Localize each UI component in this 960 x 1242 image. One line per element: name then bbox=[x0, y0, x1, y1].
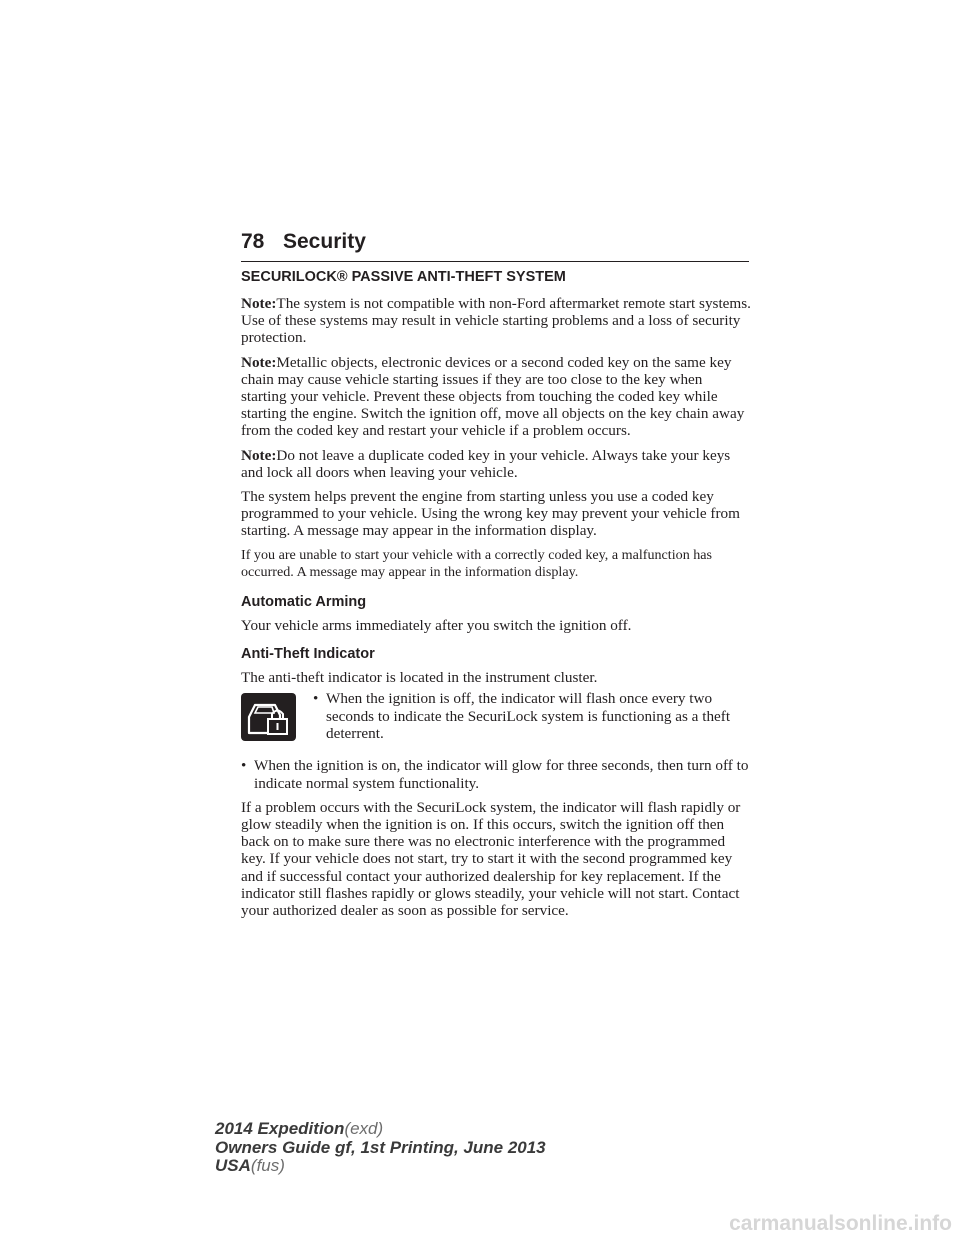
note-text: Do not leave a duplicate coded key in your vehicle. Always take your keys and lock all doors when leaving your vehicle. bbox=[241, 446, 731, 481]
note-label: Note: bbox=[241, 295, 277, 312]
page-number: 78 bbox=[241, 230, 265, 253]
indicator-row bbox=[241, 690, 751, 750]
main-heading: SECURILOCK® PASSIVE ANTI-THEFT SYSTEM bbox=[241, 269, 566, 285]
footer-market-code: (fus) bbox=[250, 1156, 285, 1175]
page-header bbox=[241, 229, 749, 262]
body-paragraph-1: The system helps prevent the engine from starting unless you use a coded key programmed to your vehicle. Using the wrong key may prevent your vehicle from starting. A message may appear in the information display. bbox=[241, 488, 740, 540]
note-paragraph-3 bbox=[241, 447, 751, 481]
note-paragraph-2 bbox=[241, 354, 751, 440]
vehicle-lock-icon bbox=[241, 693, 296, 741]
bullet-list bbox=[313, 690, 753, 742]
footer-printing: Owners Guide gf, 1st Printing, June 2013 bbox=[215, 1137, 546, 1157]
bullet-marker: • bbox=[313, 690, 319, 708]
bullet-text: When the ignition is on, the indicator will glow for three seconds, then turn off to indicate normal system functionality. bbox=[254, 757, 749, 792]
watermark: carmanualsonline.info bbox=[729, 1212, 952, 1235]
bullet-marker: • bbox=[241, 757, 247, 775]
note-paragraph-1 bbox=[241, 295, 751, 347]
automatic-arming-text: Your vehicle arms immediately after you switch the ignition off. bbox=[241, 617, 632, 635]
bullet-item-1 bbox=[313, 690, 753, 742]
page-content bbox=[241, 268, 751, 926]
note-label: Note: bbox=[241, 446, 277, 464]
footer-model: 2014 Expedition bbox=[215, 1119, 345, 1138]
anti-theft-indicator-heading: Anti-Theft Indicator bbox=[241, 646, 375, 663]
footer-model-code: (exd) bbox=[344, 1119, 384, 1138]
automatic-arming-heading: Automatic Arming bbox=[241, 594, 367, 611]
section-title: Security bbox=[283, 230, 366, 253]
note-text: Metallic objects, electronic devices or a second coded key on the same key chain may cause vehicle starting issues if they are too close to the key when starting your vehicle. Prevent these objects from touching the coded key while starting the engine. Switch the ignition off, move all objects on the key chain away from the coded key and restart your vehicle if a problem occurs. bbox=[241, 353, 745, 440]
footer-market: USA bbox=[215, 1156, 251, 1175]
note-label: Note: bbox=[241, 353, 277, 371]
body-paragraph-2: If you are unable to start your vehicle with a correctly coded key, a malfunction has occurred. A message may appear in the information display. bbox=[241, 546, 713, 580]
body-paragraph-3: If a problem occurs with the SecuriLock system, the indicator will flash rapidly or glow steadily when the ignition is on. If this occurs, switch the ignition off then back on to make sure there was no electronic interference with the programmed key. If your vehicle does not start, try to start it with the second programmed key and if successful contact your authorized dealership for key replacement. If the indicator still flashes rapidly or glows steadily, your vehicle will not start. Contact your authorized dealer as soon as possible for service. bbox=[241, 798, 741, 920]
bullet-text: When the ignition is off, the indicator will flash once every two seconds to indicate the SecuriLock system is functioning as a theft deterrent. bbox=[326, 690, 731, 742]
anti-theft-indicator-text: The anti-theft indicator is located in the instrument cluster. bbox=[241, 669, 598, 687]
bullet-item-2 bbox=[241, 757, 751, 791]
note-text: The system is not compatible with non-Ford aftermarket remote start systems. Use of these systems may result in vehicle starting problems and a loss of security protection. bbox=[241, 295, 751, 347]
page-footer bbox=[215, 1120, 546, 1176]
